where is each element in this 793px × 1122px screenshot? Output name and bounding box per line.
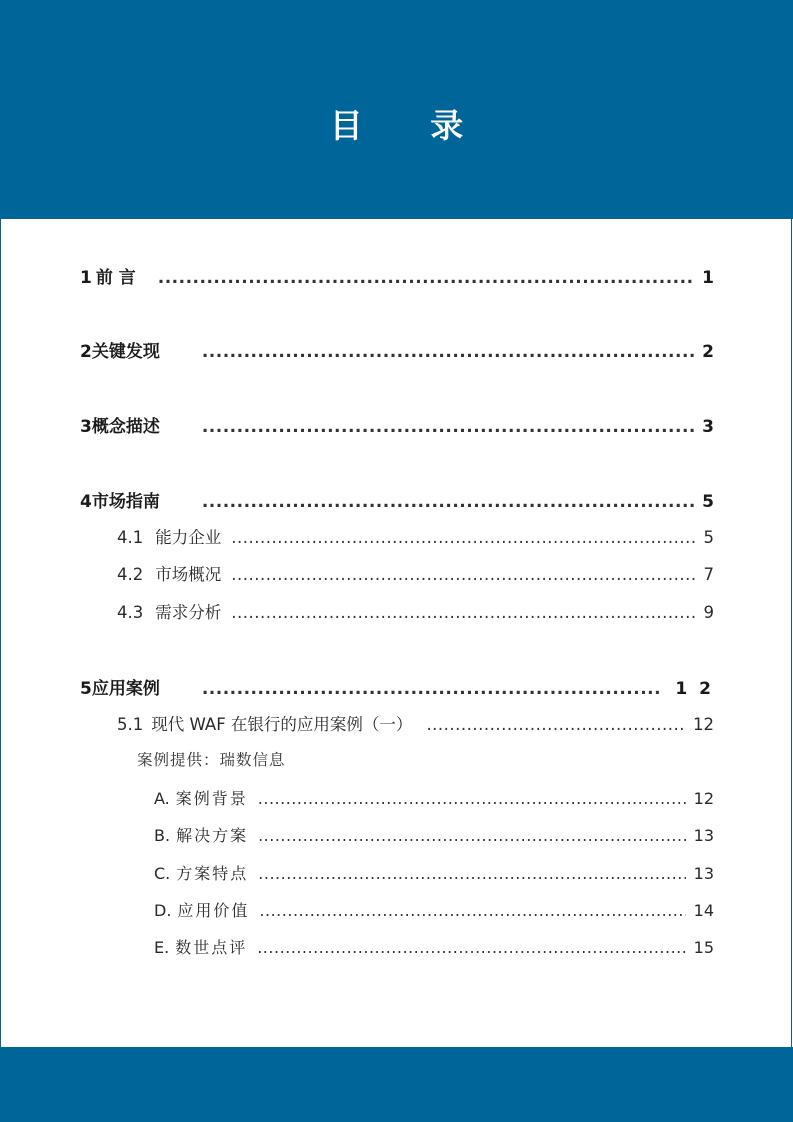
toc-label: 方案特点	[176, 864, 249, 883]
toc-page: 13	[693, 864, 714, 883]
toc-label: 解决方案	[176, 826, 249, 845]
toc-page: 5	[702, 492, 714, 512]
toc-leader	[259, 901, 685, 920]
toc-entry-a[interactable]	[154, 786, 714, 809]
toc-number: 5	[80, 679, 92, 699]
toc-entry-2[interactable]	[80, 337, 714, 362]
toc-leader	[202, 492, 694, 512]
toc-number: D.	[154, 901, 172, 920]
toc-page: 1 2	[675, 679, 714, 699]
toc-entry-4-1[interactable]	[117, 524, 714, 548]
toc-entry-c[interactable]	[154, 861, 714, 884]
toc-entry-5-1[interactable]	[117, 711, 714, 735]
toc-label: 能力企业	[155, 528, 222, 547]
toc-leader	[202, 679, 660, 699]
toc-label: 现代 WAF 在银行的应用案例（一）	[151, 715, 413, 734]
toc-page: 3	[702, 417, 714, 437]
toc-label: 概念描述	[91, 417, 160, 437]
toc-label: 市场指南	[91, 492, 160, 512]
toc-label: 数世点评	[175, 938, 248, 957]
toc-number: 1	[80, 268, 92, 288]
toc-page: 13	[693, 826, 714, 845]
toc-entry-4[interactable]	[80, 487, 714, 512]
toc-leader	[257, 938, 685, 957]
toc-number: C.	[154, 864, 171, 883]
toc-number: E.	[154, 938, 170, 957]
toc-number: B.	[154, 826, 171, 845]
toc-number: 4	[80, 492, 92, 512]
toc-number: 4.1	[117, 528, 144, 547]
toc-label: 市场概况	[155, 565, 222, 584]
toc-number: 4.2	[117, 565, 144, 584]
toc-entry-5[interactable]	[80, 674, 714, 699]
toc-label: 需求分析	[155, 603, 222, 622]
toc-leader	[202, 342, 694, 362]
toc-entry-d[interactable]	[154, 898, 714, 921]
toc-leader	[158, 268, 694, 288]
toc-page: 15	[693, 938, 714, 957]
toc-leader	[231, 528, 695, 547]
toc-page: 5	[703, 528, 714, 547]
toc-entry-4-3[interactable]	[117, 599, 714, 623]
toc-page: 7	[703, 565, 714, 584]
toc-page: 14	[693, 901, 714, 920]
toc-page: 12	[693, 715, 714, 734]
toc-label: 案例背景	[175, 789, 248, 808]
toc-leader	[202, 417, 694, 437]
toc-number: 4.3	[117, 603, 144, 622]
toc-leader	[258, 789, 686, 808]
case-provider: 案例提供：瑞数信息	[137, 751, 286, 769]
toc-page: 2	[702, 342, 714, 362]
toc-leader	[231, 565, 695, 584]
toc-leader	[258, 826, 686, 845]
toc-entry-4-2[interactable]	[117, 561, 714, 585]
toc-page: 12	[693, 789, 714, 808]
toc-page: 9	[703, 603, 714, 622]
toc-page: 1	[702, 268, 714, 288]
toc-entry-3[interactable]	[80, 412, 714, 437]
toc-number: 2	[80, 342, 92, 362]
footer-band	[0, 1047, 793, 1122]
toc-number: 5.1	[117, 715, 144, 734]
toc-label: 前 言	[95, 268, 136, 288]
page-title: 目 录	[329, 106, 492, 145]
toc-label: 关键发现	[91, 342, 160, 362]
toc-entry-b[interactable]	[154, 823, 714, 846]
toc-number: A.	[154, 789, 170, 808]
toc-number: 3	[80, 417, 92, 437]
toc-label: 应用案例	[91, 679, 160, 699]
toc-label: 应用价值	[177, 901, 250, 920]
toc-leader	[426, 715, 685, 734]
toc-leader	[258, 864, 685, 883]
toc-entry-1[interactable]	[80, 263, 714, 288]
toc-entry-e[interactable]	[154, 935, 714, 958]
toc-leader	[231, 603, 695, 622]
